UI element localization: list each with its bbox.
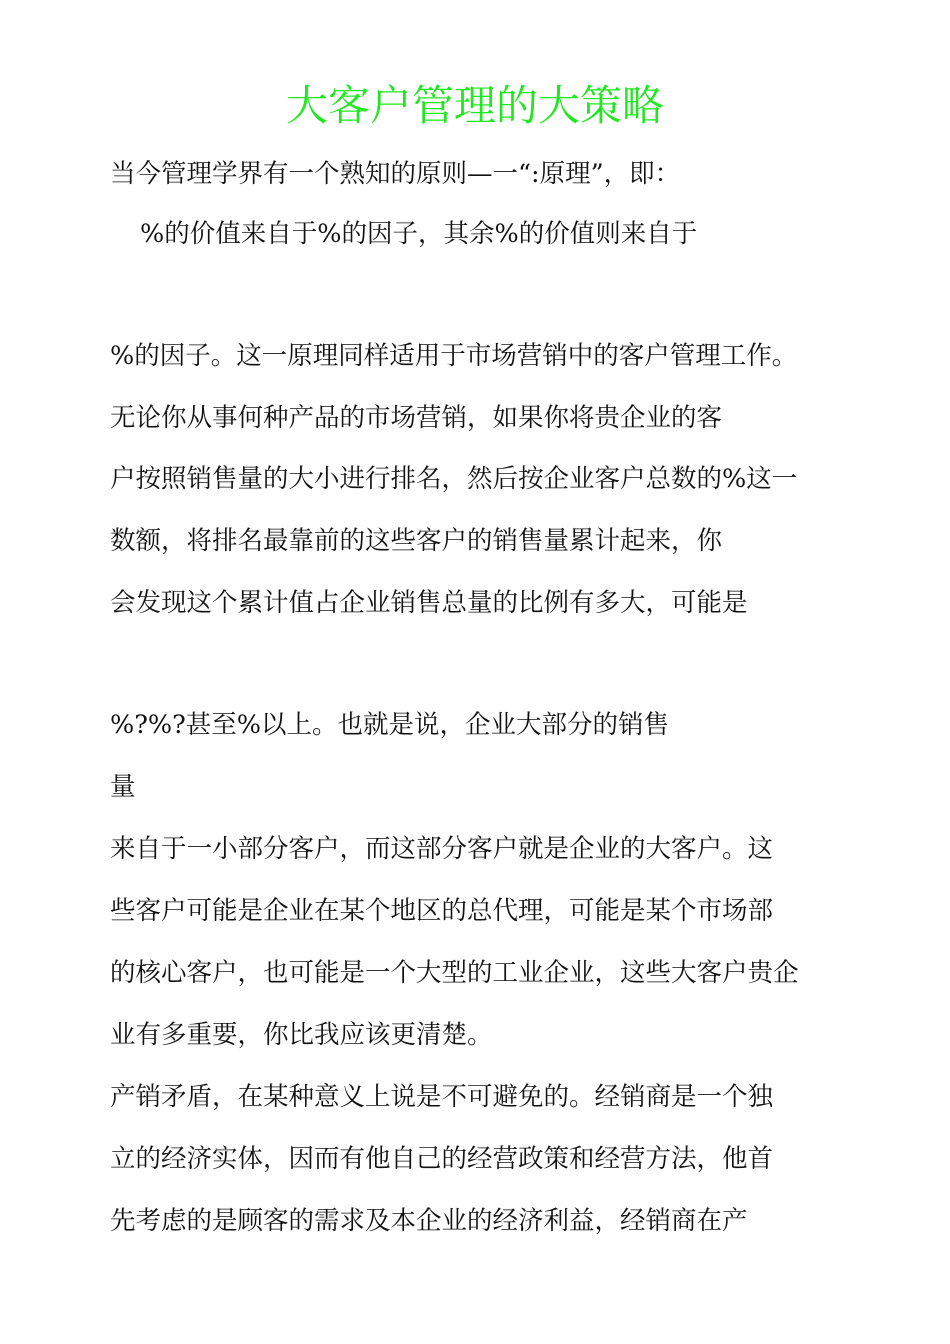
paragraph-line: 的核心客户，也可能是一个大型的工业企业，这些大客户贵企 — [110, 958, 799, 988]
paragraph-line: 数额，将排名最靠前的这些客户的销售量累计起来，你 — [110, 526, 723, 556]
paragraph-line: %?%?甚至%以上。也就是说，企业大部分的销售 — [110, 710, 670, 740]
paragraph-line: 立的经济实体，因而有他自己的经营政策和经营方法，他首 — [110, 1144, 774, 1174]
paragraph-line: 些客户可能是企业在某个地区的总代理，可能是某个市场部 — [110, 896, 774, 926]
paragraph-line: 会发现这个累计值占企业销售总量的比例有多大，可能是 — [110, 588, 748, 618]
paragraph-line: 户按照销售量的大小进行排名，然后按企业客户总数的%这一 — [110, 464, 798, 494]
paragraph-line: 无论你从事何种产品的市场营销，如果你将贵企业的客 — [110, 403, 723, 433]
paragraph-line: 业有多重要，你比我应该更清楚。 — [110, 1020, 493, 1050]
document-title: 大客户管理的大策略 — [285, 81, 664, 130]
paragraph-line: %的因子。这一原理同样适用于市场营销中的客户管理工作。 — [110, 341, 798, 371]
paragraph-line: 来自于一小部分客户，而这部分客户就是企业的大客户。这 — [110, 834, 774, 864]
paragraph-line: 先考虑的是顾客的需求及本企业的经济利益，经销商在产 — [110, 1206, 748, 1236]
paragraph-line: %的价值来自于%的因子，其余%的价值则来自于 — [140, 219, 698, 249]
paragraph-line: 当今管理学界有一个熟知的原则—一“:原理”，即： — [110, 159, 681, 189]
paragraph-line: 产销矛盾，在某种意义上说是不可避免的。经销商是一个独 — [110, 1082, 774, 1112]
paragraph-line: 量 — [110, 772, 136, 802]
